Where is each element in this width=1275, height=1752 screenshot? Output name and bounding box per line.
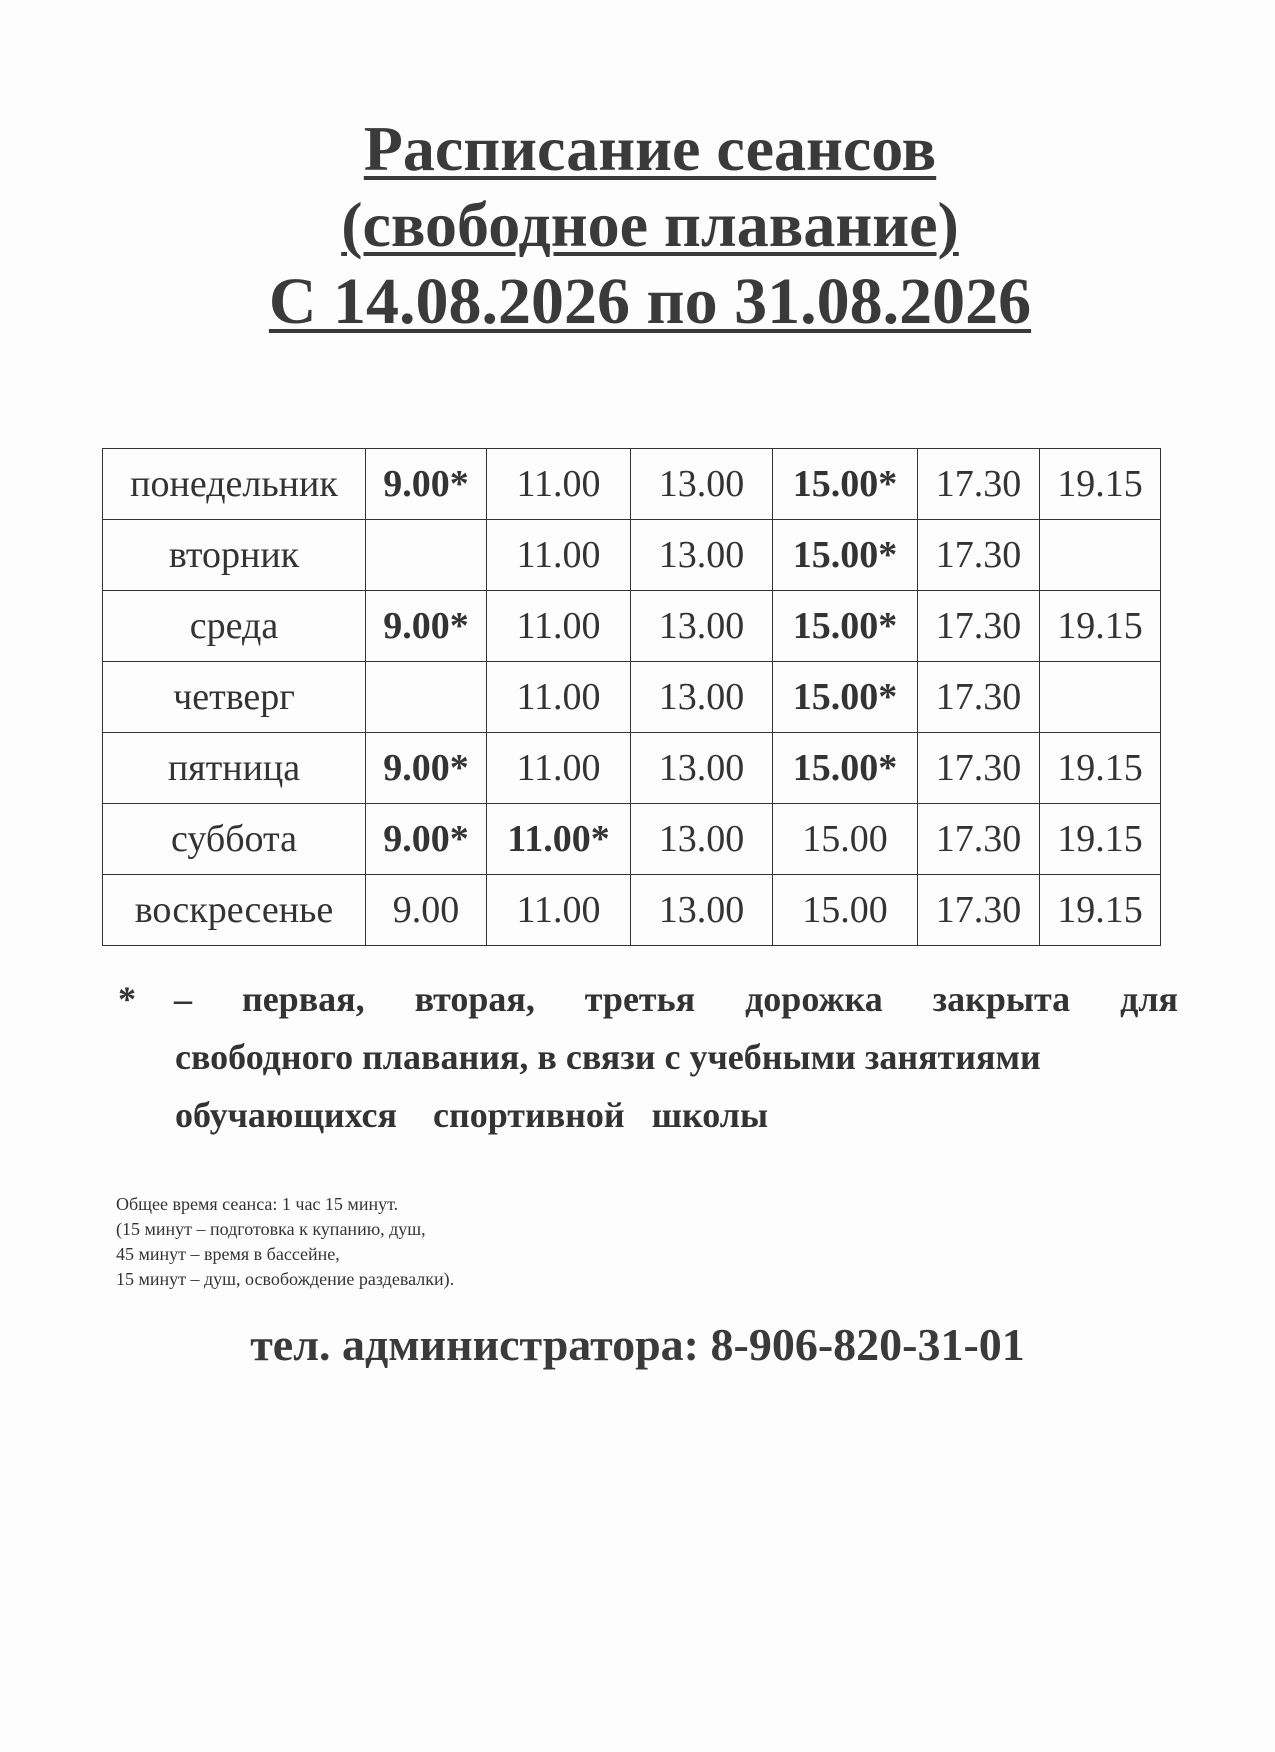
time-cell: 15.00 xyxy=(773,875,918,946)
session-info xyxy=(116,1192,454,1292)
footnote-line-2: свободного плавания, в связи с учебными занятиями xyxy=(175,1037,1041,1077)
time-cell: 9.00* xyxy=(366,733,487,804)
day-cell: четверг xyxy=(103,662,366,733)
time-cell: 15.00* xyxy=(773,520,918,591)
day-cell: суббота xyxy=(103,804,366,875)
table-row xyxy=(103,591,1161,662)
time-cell: 15.00* xyxy=(773,733,918,804)
time-cell: 15.00 xyxy=(773,804,918,875)
time-cell xyxy=(1040,520,1161,591)
day-cell: вторник xyxy=(103,520,366,591)
time-cell: 19.15 xyxy=(1040,733,1161,804)
time-cell: 9.00* xyxy=(366,591,487,662)
time-cell: 11.00 xyxy=(487,520,631,591)
time-cell: 11.00 xyxy=(487,733,631,804)
day-cell: понедельник xyxy=(103,449,366,520)
time-cell: 17.30 xyxy=(918,591,1040,662)
day-cell: среда xyxy=(103,591,366,662)
time-cell: 13.00 xyxy=(631,449,773,520)
time-cell: 11.00 xyxy=(487,875,631,946)
time-cell: 19.15 xyxy=(1040,804,1161,875)
time-cell xyxy=(366,662,487,733)
table-row xyxy=(103,733,1161,804)
time-cell: 11.00 xyxy=(487,449,631,520)
info-line-1: Общее время сеанса: 1 час 15 минут. xyxy=(116,1194,399,1214)
footnote-line-3: обучающихся спортивной школы xyxy=(175,1095,769,1135)
day-cell: воскресенье xyxy=(103,875,366,946)
time-cell: 17.30 xyxy=(918,662,1040,733)
page-title xyxy=(0,112,1275,186)
footnote-line-1 xyxy=(118,970,1178,1028)
time-cell: 13.00 xyxy=(631,662,773,733)
time-cell: 9.00 xyxy=(366,875,487,946)
table-row xyxy=(103,804,1161,875)
time-cell: 11.00 xyxy=(487,662,631,733)
info-line-4: 15 минут – душ, освобождение раздевалки). xyxy=(116,1269,455,1289)
info-line-3: 45 минут – время в бассейне, xyxy=(116,1244,340,1264)
time-cell: 19.15 xyxy=(1040,449,1161,520)
title-line-3: С 14.08.2026 по 31.08.2026 xyxy=(268,265,1032,338)
time-cell xyxy=(366,520,487,591)
time-cell: 9.00* xyxy=(366,449,487,520)
title-line-2: (свободное плавание) xyxy=(341,189,959,260)
time-cell: 17.30 xyxy=(918,733,1040,804)
page-subtitle xyxy=(0,188,1275,262)
time-cell: 15.00* xyxy=(773,662,918,733)
time-cell: 13.00 xyxy=(631,520,773,591)
schedule-body xyxy=(103,449,1161,946)
time-cell: 15.00* xyxy=(773,449,918,520)
time-cell: 15.00* xyxy=(773,591,918,662)
footnote xyxy=(118,970,1178,1144)
table-row xyxy=(103,520,1161,591)
time-cell: 17.30 xyxy=(918,449,1040,520)
time-cell: 19.15 xyxy=(1040,875,1161,946)
time-cell: 13.00 xyxy=(631,804,773,875)
time-cell: 13.00 xyxy=(631,875,773,946)
info-line-2: (15 минут – подготовка к купанию, душ, xyxy=(116,1219,426,1239)
date-range xyxy=(0,264,1275,340)
footnote-text-1: – первая, вторая, третья дорожка закрыта для xyxy=(174,979,1178,1019)
time-cell: 13.00 xyxy=(631,591,773,662)
time-cell: 11.00* xyxy=(487,804,631,875)
time-cell: 17.30 xyxy=(918,520,1040,591)
time-cell: 19.15 xyxy=(1040,591,1161,662)
time-cell: 17.30 xyxy=(918,875,1040,946)
time-cell: 9.00* xyxy=(366,804,487,875)
day-cell: пятница xyxy=(103,733,366,804)
schedule-table xyxy=(102,448,1161,946)
time-cell: 11.00 xyxy=(487,591,631,662)
table-row xyxy=(103,449,1161,520)
title-line-1: Расписание сеансов xyxy=(363,113,937,184)
time-cell: 17.30 xyxy=(918,804,1040,875)
table-row xyxy=(103,662,1161,733)
table-row xyxy=(103,875,1161,946)
admin-phone: тел. администратора: 8-906-820-31-01 xyxy=(250,1319,1025,1370)
time-cell xyxy=(1040,662,1161,733)
time-cell: 13.00 xyxy=(631,733,773,804)
asterisk-mark: * xyxy=(118,979,136,1019)
